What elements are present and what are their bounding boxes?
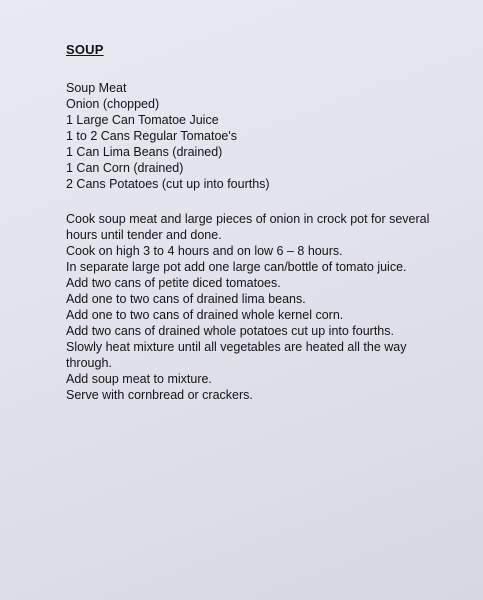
instruction-list xyxy=(66,211,436,403)
recipe-title: SOUP xyxy=(66,42,104,57)
instruction-step: In separate large pot add one large can/bottle of tomato juice. xyxy=(66,260,407,274)
ingredient-item: 1 Can Lima Beans (drained) xyxy=(66,145,223,159)
ingredient-item: Onion (chopped) xyxy=(66,97,160,111)
ingredient-item: Soup Meat xyxy=(66,81,127,95)
instruction-step: Cook on high 3 to 4 hours and on low 6 – 8 hours. xyxy=(66,244,343,258)
instruction-step: Slowly heat mixture until all vegetables are heated all the way through. xyxy=(66,340,407,370)
instruction-step: Serve with cornbread or crackers. xyxy=(66,388,253,402)
instruction-step: Add two cans of drained whole potatoes cut up into fourths. xyxy=(66,324,394,338)
instruction-step: Add one to two cans of drained whole kernel corn. xyxy=(66,308,344,322)
instruction-step: Add soup meat to mixture. xyxy=(66,372,212,386)
instruction-step: Add one to two cans of drained lima beans. xyxy=(66,292,306,306)
ingredient-item: 1 Can Corn (drained) xyxy=(66,161,184,175)
instruction-step: Add two cans of petite diced tomatoes. xyxy=(66,276,281,290)
ingredient-item: 2 Cans Potatoes (cut up into fourths) xyxy=(66,177,270,191)
ingredient-item: 1 Large Can Tomatoe Juice xyxy=(66,113,219,127)
ingredient-list xyxy=(66,80,270,192)
ingredient-item: 1 to 2 Cans Regular Tomatoe's xyxy=(66,129,238,143)
instruction-step: Cook soup meat and large pieces of onion in crock pot for several hours until tender and done. xyxy=(66,212,430,242)
